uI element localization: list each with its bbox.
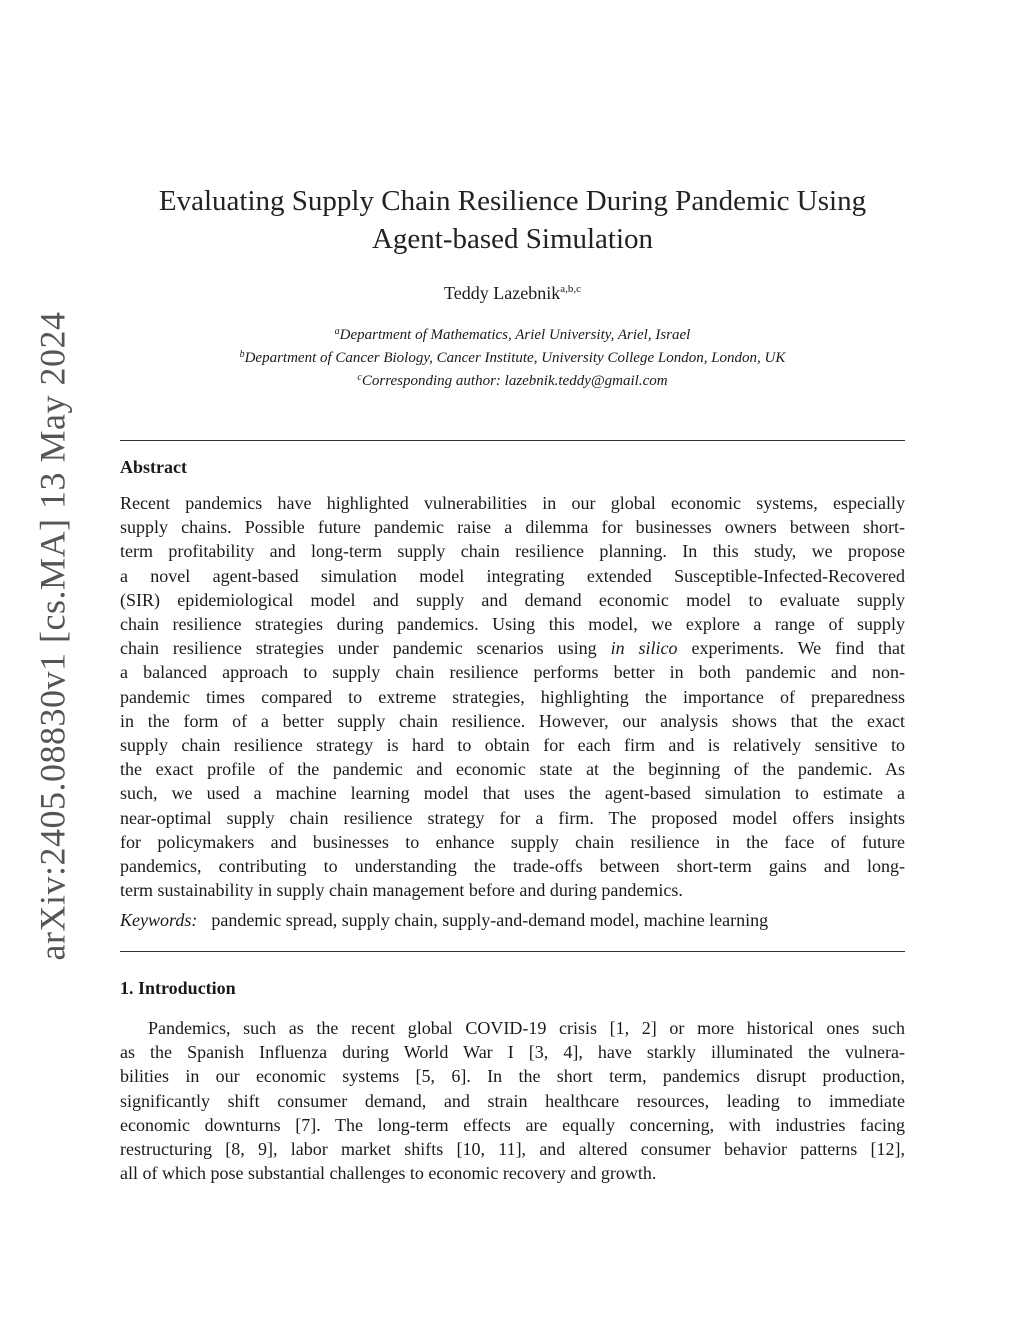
- paper-title: [120, 182, 905, 258]
- abstract-line: near-optimal supply chain resilience strategy for a firm. The proposed model offers insights: [120, 807, 905, 828]
- abstract-line: for policymakers and businesses to enhance supply chain resilience in the face of future: [120, 831, 905, 852]
- keywords-text: pandemic spread, supply chain, supply-and-demand model, machine learning: [211, 910, 769, 930]
- abstract-bottom-rule: [120, 951, 905, 952]
- abstract-line: pandemic times compared to extreme strategies, highlighting the importance of preparedness: [120, 686, 905, 707]
- keywords-label: Keywords:: [120, 910, 198, 930]
- intro-line: significantly shift consumer demand, and strain healthcare resources, leading to immediate: [120, 1090, 905, 1111]
- arxiv-sidebar-stamp: [32, 311, 72, 961]
- abstract-line: (SIR) epidemiological model and supply and demand economic model to evaluate supply: [120, 589, 905, 610]
- author-line: [120, 283, 905, 304]
- abstract-top-rule: [120, 440, 905, 441]
- in-silico-emphasis: in silico: [610, 638, 678, 659]
- keywords-line: [120, 910, 905, 931]
- introduction-body: [120, 1016, 905, 1185]
- intro-line: restructuring [8, 9], labor market shifts [10, 11], and altered consumer behavior patterns [12],: [120, 1139, 905, 1160]
- intro-line: all of which pose substantial challenges to economic recovery and growth.: [120, 1163, 657, 1184]
- abstract-line: term profitability and long-term supply chain resilience planning. In this study, we propose: [120, 541, 905, 562]
- abstract-line: in the form of a better supply chain resilience. However, our analysis shows that the exact: [120, 710, 905, 731]
- abstract-line: a novel agent-based simulation model integrating extended Susceptible-Infected-Recovered: [120, 565, 905, 586]
- abstract-line: a balanced approach to supply chain resilience performs better in both pandemic and non-: [120, 662, 905, 683]
- affiliation-c: $^c$Corresponding author: lazebnik.teddy@gmail.com: [357, 372, 668, 389]
- affiliation-a: $^a$Department of Mathematics, Ariel University, Ariel, Israel: [334, 326, 691, 343]
- intro-line: as the Spanish Influenza during World War I [3, 4], have starkly illuminated the vulnera-: [120, 1042, 905, 1063]
- intro-line: Pandemics, such as the recent global COVID-19 crisis [1, 2] or more historical ones such: [148, 1018, 905, 1038]
- abstract-line: pandemics, contributing to understanding the trade-offs between short-term gains and long-: [120, 856, 905, 877]
- author-affiliation-marks: a,b,c: [560, 283, 581, 295]
- abstract-heading: Abstract: [120, 457, 187, 477]
- arxiv-identifier: arXiv:2405.08830v1 [cs.MA] 13 May 2024: [32, 311, 72, 961]
- title-line-1: Evaluating Supply Chain Resilience During Pandemic Using: [158, 185, 867, 217]
- affiliations: [120, 322, 905, 391]
- abstract-line: supply chain resilience strategy is hard to obtain for each firm and is relatively sensitive to: [120, 735, 905, 756]
- abstract-line: term sustainability in supply chain management before and during pandemics.: [120, 880, 683, 901]
- abstract-line: chain resilience strategies under pandemic scenarios using in silico experiments. We find that: [120, 638, 906, 659]
- abstract-line: chain resilience strategies during pandemics. Using this model, we explore a range of supply: [120, 614, 905, 635]
- intro-line: bilities in our economic systems [5, 6]. In the short term, pandemics disrupt production,: [120, 1066, 905, 1087]
- introduction-heading: 1. Introduction: [120, 978, 236, 998]
- affiliation-b: $^b$Department of Cancer Biology, Cancer Institute, University College London, London, UK: [239, 349, 786, 366]
- intro-line: economic downturns [7]. The long-term effects are equally concerning, with industries facing: [120, 1114, 905, 1135]
- abstract-body: [120, 491, 905, 902]
- author-name: Teddy Lazebnik: [444, 283, 561, 303]
- title-line-2: Agent-based Simulation: [371, 223, 654, 255]
- abstract-line: Recent pandemics have highlighted vulnerabilities in our global economic systems, especially: [120, 493, 905, 513]
- abstract-line: supply chains. Possible future pandemic raise a dilemma for businesses owners between short-: [120, 517, 905, 538]
- abstract-line: the exact profile of the pandemic and economic state at the beginning of the pandemic. As: [120, 759, 905, 780]
- abstract-line: such, we used a machine learning model that uses the agent-based simulation to estimate a: [120, 783, 905, 804]
